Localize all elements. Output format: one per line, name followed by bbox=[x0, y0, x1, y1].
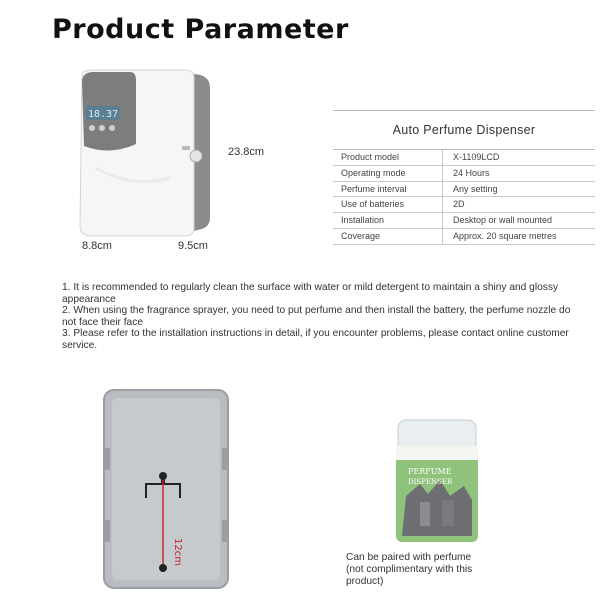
table-row bbox=[333, 197, 595, 213]
caption-line-2: (not complimentary with this bbox=[346, 564, 473, 575]
back-span-label: 12cm bbox=[172, 538, 183, 566]
parameter-table bbox=[333, 110, 595, 245]
lcd-reading: 18.37 bbox=[88, 109, 119, 120]
row-key: Operating mode bbox=[333, 166, 443, 181]
can-label-perfume: PERFUME bbox=[408, 467, 452, 476]
row-key: Product model bbox=[333, 150, 443, 165]
caption-line-3: product) bbox=[346, 576, 384, 587]
table-row bbox=[333, 182, 595, 198]
row-value: X-1109LCD bbox=[453, 152, 500, 162]
dispenser-front-image bbox=[70, 68, 216, 238]
row-value: Any setting bbox=[453, 183, 498, 194]
table-row bbox=[333, 229, 595, 245]
dispenser-back-image bbox=[100, 388, 232, 590]
note-3: 3. Please refer to the installation instructions in detail, if you encounter problems, please contact online customer service. bbox=[62, 328, 569, 351]
row-key: Perfume interval bbox=[333, 182, 443, 197]
caption-line-1: Can be paired with perfume bbox=[346, 552, 472, 563]
height-dimension: 23.8cm bbox=[228, 146, 265, 158]
row-key: Use of batteries bbox=[333, 197, 443, 212]
row-value: 2D bbox=[453, 199, 465, 210]
note-2: 2. When using the fragrance sprayer, you need to put perfume and then install the battery, the perfume nozzle do not face their face bbox=[62, 305, 571, 328]
row-value: 24 Hours bbox=[453, 167, 490, 178]
row-value: Approx. 20 square metres bbox=[453, 230, 557, 241]
table-row bbox=[333, 166, 595, 182]
table-row bbox=[333, 150, 595, 166]
page-title: Product Parameter bbox=[52, 14, 349, 45]
usage-notes bbox=[62, 282, 582, 352]
depth-dimension: 9.5cm bbox=[178, 240, 208, 252]
width-dimension: 8.8cm bbox=[82, 240, 112, 252]
note-1: 1. It is recommended to regularly clean the surface with water or mild detergent to maintain a shiny and glossy appearance bbox=[62, 282, 559, 305]
row-value: Desktop or wall mounted bbox=[453, 215, 553, 226]
can-caption bbox=[346, 552, 566, 588]
perfume-can-image bbox=[392, 416, 482, 544]
can-label-dispenser: DISPENSER bbox=[408, 478, 453, 486]
table-title: Auto Perfume Dispenser bbox=[333, 111, 595, 150]
row-key: Coverage bbox=[333, 229, 443, 244]
row-key: Installation bbox=[333, 213, 443, 228]
table-row bbox=[333, 213, 595, 229]
